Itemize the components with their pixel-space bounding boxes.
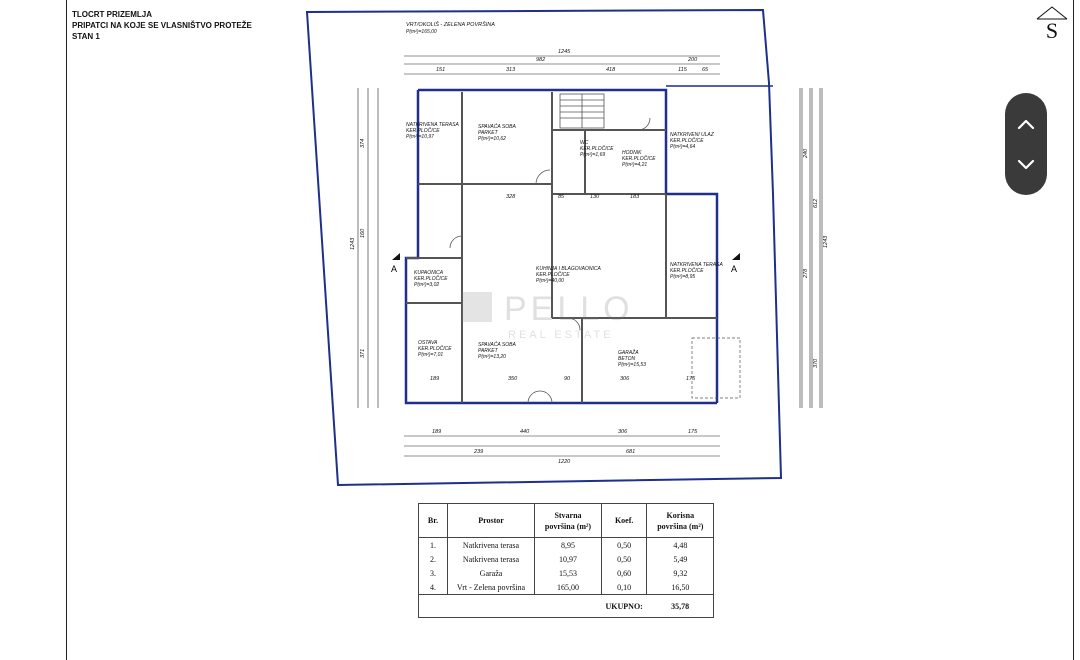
svg-text:183: 183 (630, 194, 640, 200)
room-label (580, 140, 614, 158)
svg-text:A: A (731, 264, 738, 274)
svg-text:374: 374 (360, 138, 366, 148)
svg-text:WC: WC (580, 140, 589, 146)
svg-text:KER.PLOČICE: KER.PLOČICE (414, 276, 448, 282)
svg-text:240: 240 (803, 148, 809, 158)
table-header-row (419, 504, 714, 538)
svg-text:P(m²)=4,21: P(m²)=4,21 (622, 162, 648, 168)
svg-text:A: A (391, 264, 398, 274)
drawing-subtitle: PRIPATCI NA KOJE SE VLASNIŠTVO PROTEŽE (72, 21, 252, 30)
chevron-down-icon (1005, 143, 1047, 185)
drawing-title: TLOCRT PRIZEMLJA (72, 10, 152, 19)
col-header-coefficient: Koef. (602, 504, 647, 538)
room-label (414, 270, 448, 288)
svg-text:KUPAONICA: KUPAONICA (414, 270, 444, 276)
svg-text:65: 65 (702, 67, 709, 73)
svg-text:SPAVAĆA SOBA: SPAVAĆA SOBA (478, 342, 516, 348)
svg-text:PARKET: PARKET (478, 130, 498, 136)
col-header-actual-area: Stvarna površina (m²) (535, 504, 602, 538)
staircase (560, 94, 604, 128)
total-label: UKUPNO: (602, 595, 647, 618)
svg-text:350: 350 (508, 376, 518, 382)
svg-text:189: 189 (432, 429, 442, 435)
svg-text:306: 306 (618, 429, 628, 435)
col-header-usable-area: Korisna površina (m²) (647, 504, 714, 538)
svg-text:P(m²)=1,69: P(m²)=1,69 (580, 152, 606, 158)
total-value: 35,78 (647, 595, 714, 618)
svg-text:418: 418 (606, 67, 616, 73)
page-navigator (1005, 93, 1047, 195)
svg-text:P(m²)=8,95: P(m²)=8,95 (670, 274, 696, 280)
svg-text:151: 151 (436, 67, 446, 73)
svg-text:982: 982 (536, 57, 546, 63)
north-letter: S (1045, 18, 1059, 43)
svg-text:160: 160 (360, 228, 366, 238)
room-label (536, 266, 601, 284)
svg-text:PARKET: PARKET (478, 348, 498, 354)
svg-text:KER.PLOČICE: KER.PLOČICE (580, 146, 614, 152)
unit-label: STAN 1 (72, 32, 100, 41)
svg-text:189: 189 (430, 376, 440, 382)
room-label (478, 123, 516, 142)
watermark-sub: REAL ESTATE (508, 329, 614, 341)
svg-text:130: 130 (590, 194, 600, 200)
svg-text:KER.PLOČICE: KER.PLOČICE (670, 268, 704, 274)
col-header-number: Br. (419, 504, 448, 538)
north-arrow (1034, 4, 1070, 44)
svg-text:SPAVAĆA SOBA: SPAVAĆA SOBA (478, 124, 516, 130)
svg-text:P(m²)=10,97: P(m²)=10,97 (406, 134, 434, 140)
svg-text:BETON: BETON (618, 356, 636, 362)
floor-plan (300, 8, 829, 493)
room-label (418, 340, 452, 358)
svg-text:NATKRIVENA TERASA: NATKRIVENA TERASA (670, 262, 723, 268)
area-schedule-table (418, 503, 714, 618)
svg-text:370: 370 (813, 358, 819, 368)
svg-text:P(m²)=4,64: P(m²)=4,64 (670, 144, 696, 150)
room-label (478, 341, 516, 360)
svg-text:681: 681 (626, 449, 636, 455)
drawing-title-block (72, 9, 252, 42)
svg-text:1245: 1245 (558, 49, 571, 55)
watermark-brand: PELLO (504, 290, 634, 328)
svg-text:306: 306 (620, 376, 630, 382)
dimension-lines (358, 56, 822, 456)
scroll-up-button[interactable] (1005, 103, 1047, 145)
svg-text:90: 90 (564, 376, 571, 382)
room-label (670, 262, 723, 280)
svg-text:1220: 1220 (558, 459, 571, 465)
svg-text:612: 612 (813, 198, 819, 208)
svg-text:HODNIK: HODNIK (622, 150, 642, 156)
svg-text:200: 200 (688, 57, 698, 63)
svg-text:P(m²)=7,01: P(m²)=7,01 (418, 352, 444, 358)
room-label (406, 122, 459, 140)
scroll-down-button[interactable] (1005, 143, 1047, 185)
svg-text:328: 328 (506, 194, 516, 200)
svg-text:KER.PLOČICE: KER.PLOČICE (406, 128, 440, 134)
svg-text:KER.PLOČICE: KER.PLOČICE (418, 346, 452, 352)
table-row: 2. Natkrivena terasa 10,97 0,50 5,49 (419, 552, 714, 566)
svg-text:175: 175 (686, 376, 696, 382)
svg-text:P(m²)=10,62: P(m²)=10,62 (478, 136, 506, 142)
room-label (622, 150, 656, 168)
svg-text:KER.PLOČICE: KER.PLOČICE (622, 156, 656, 162)
garden-area: P(m²)=165,00 (406, 29, 437, 35)
col-header-space: Prostor (448, 504, 535, 538)
svg-text:P(m²)=3,02: P(m²)=3,02 (414, 282, 440, 288)
svg-text:175: 175 (688, 429, 698, 435)
svg-text:GARAŽA: GARAŽA (618, 350, 639, 356)
garden-label: VRT/OKOLIŠ - ZELENA POVRŠINA (406, 22, 495, 28)
table-row: 3. Garaža 15,53 0,60 9,32 (419, 566, 714, 580)
table-row: 1. Natkrivena terasa 8,95 0,50 4,48 (419, 538, 714, 553)
table-total-row (419, 595, 714, 618)
watermark (462, 290, 634, 341)
svg-text:371: 371 (360, 348, 366, 358)
chevron-up-icon (1005, 103, 1047, 145)
svg-text:KER.PLOČICE: KER.PLOČICE (536, 272, 570, 278)
table-row: 4. Vrt - Zelena površina 165,00 0,10 16,50 (419, 580, 714, 595)
svg-text:P(m²)=40,00: P(m²)=40,00 (536, 278, 564, 284)
svg-text:313: 313 (506, 67, 516, 73)
svg-text:NATKRIVENI ULAZ: NATKRIVENI ULAZ (670, 132, 714, 138)
svg-text:85: 85 (558, 194, 565, 200)
svg-text:P(m²)=13,20: P(m²)=13,20 (478, 354, 506, 360)
room-label (670, 132, 715, 150)
svg-text:P(m²)=15,53: P(m²)=15,53 (618, 362, 646, 368)
svg-text:KER.PLOČICE: KER.PLOČICE (670, 138, 704, 144)
svg-text:OSTAVA: OSTAVA (418, 340, 438, 346)
svg-text:KUHINJA I BLAGOVAONICA: KUHINJA I BLAGOVAONICA (536, 266, 601, 272)
svg-text:NATKRIVENA TERASA: NATKRIVENA TERASA (406, 122, 459, 128)
svg-text:440: 440 (520, 429, 530, 435)
svg-text:1243: 1243 (823, 235, 829, 248)
room-label (618, 348, 646, 368)
svg-text:239: 239 (474, 449, 484, 455)
svg-text:278: 278 (803, 268, 809, 278)
svg-text:1243: 1243 (350, 237, 356, 250)
svg-text:115: 115 (678, 67, 687, 73)
